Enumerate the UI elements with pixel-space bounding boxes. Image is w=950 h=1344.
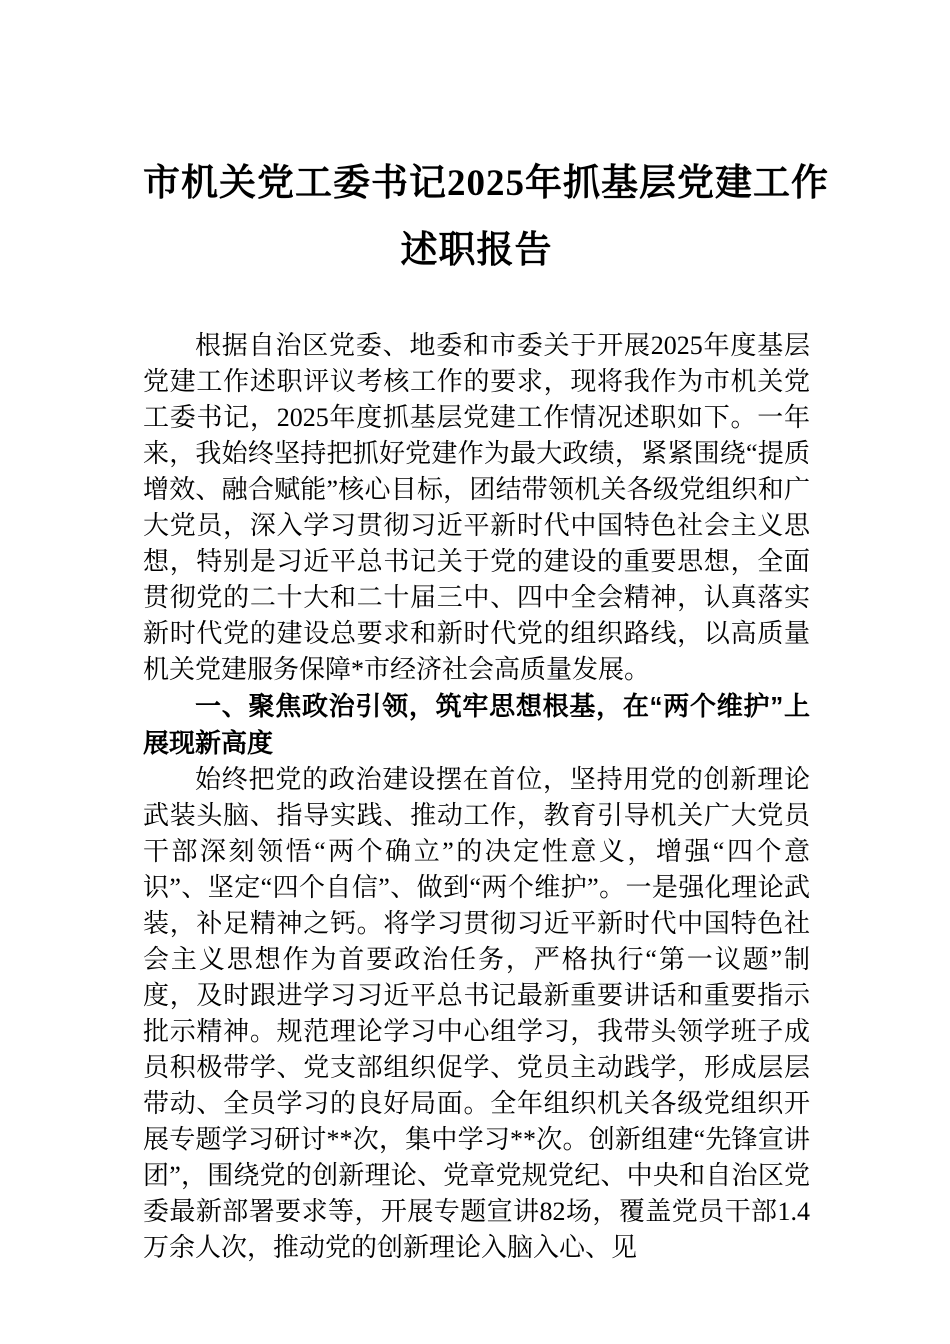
paragraph-section-1-body: 始终把党的政治建设摆在首位，坚持用党的创新理论武装头脑、指导实践、推动工作，教育引导机关广大党员干部深刻领悟“两个确立”的决定性意义，增强“四个意识”、坚定“四个自信”、做到“两个维护”。一是强化理论武装，补足精神之钙。将学习贯彻习近平新时代中国特色社会主义思想作为首要政治任务，严格执行“第一议题”制度，及时跟进学习习近平总书记最新重要讲话和重要指示批示精神。规范理论学习中心组学习，我带头领学班子成员积极带学、党支部组织促学、党员主动践学，形成层层带动、全员学习的良好局面。全年组织机关各级党组织开展专题学习研讨**次，集中学习**次。创新组建“先锋宣讲团”，围绕党的创新理论、党章党规党纪、中央和自治区党委最新部署要求等，开展专题宣讲82场，覆盖党员干部1.4万余人次，推动党的创新理论入脑入心、见 <box>143 765 810 1262</box>
section-heading-1: 一、聚焦政治引领，筑牢思想根基，在“两个维护”上展现新高度 <box>143 691 810 758</box>
document-title-line-1: 市机关党工委书记2025年抓基层党建工作 <box>143 163 829 204</box>
document-title <box>143 150 829 284</box>
paragraph-intro: 根据自治区党委、地委和市委关于开展2025年度基层党建工作述职评议考核工作的要求，现将我作为市机关党工委书记，2025年度抓基层党建工作情况述职如下。一年来，我始终坚持把抓好党建作为最大政绩，紧紧围绕“提质增效、融合赋能”核心目标，团结带领机关各级党组织和广大党员，深入学习贯彻习近平新时代中国特色社会主义思想，特别是习近平总书记关于党的建设的重要思想，全面贯彻党的二十大和二十届三中、四中全会精神，认真落实新时代党的建设总要求和新时代党的组织路线，以高质量机关党建服务保障*市经济社会高质量发展。 <box>143 331 810 684</box>
document-title-line-2: 述职报告 <box>400 230 553 271</box>
